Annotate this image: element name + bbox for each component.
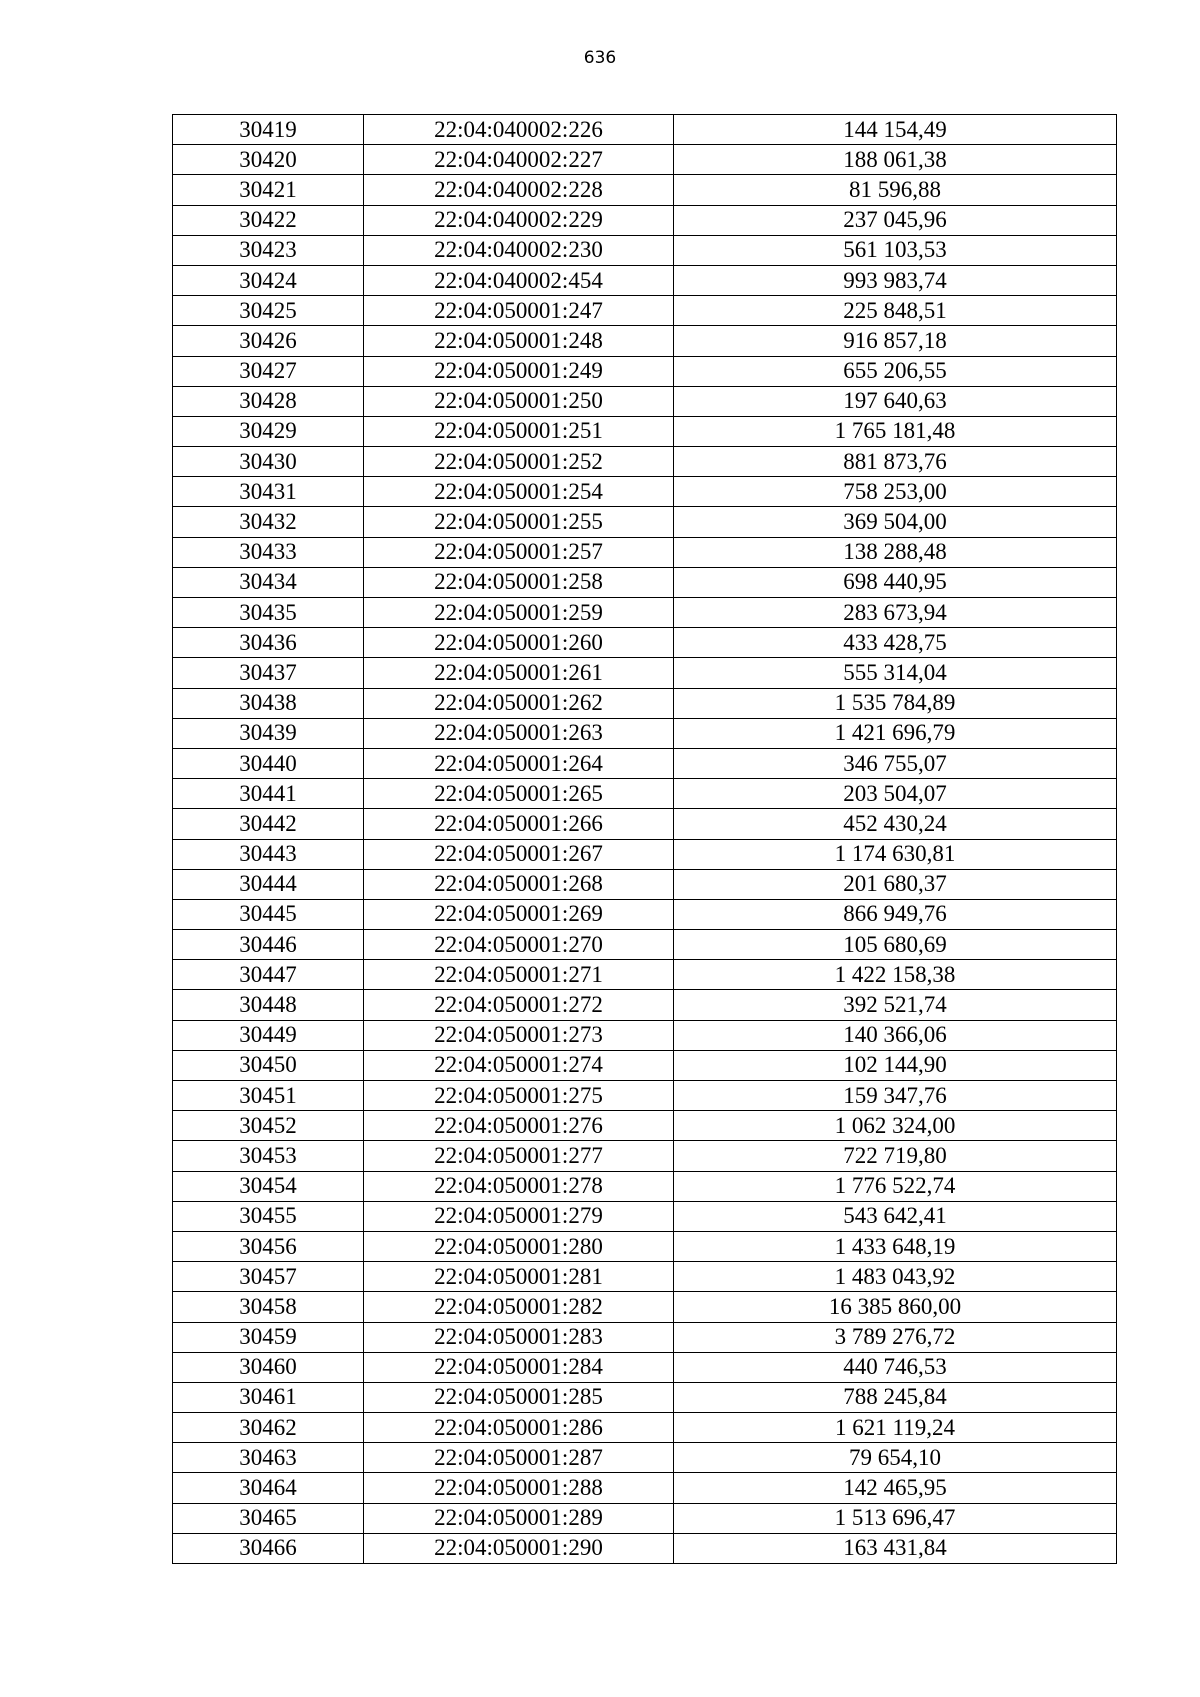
cadastral-number-cell: 22:04:050001:275: [364, 1081, 674, 1111]
table-row: [173, 1141, 1117, 1171]
value-cell: 1 513 696,47: [674, 1503, 1117, 1533]
row-number-cell: 30445: [173, 899, 364, 929]
table-row: [173, 1413, 1117, 1443]
row-number-cell: 30433: [173, 537, 364, 567]
row-number-cell: 30421: [173, 175, 364, 205]
cadastral-number-cell: 22:04:050001:265: [364, 779, 674, 809]
value-cell: 433 428,75: [674, 628, 1117, 658]
cadastral-number-cell: 22:04:050001:290: [364, 1533, 674, 1563]
value-cell: 1 174 630,81: [674, 839, 1117, 869]
value-cell: 283 673,94: [674, 598, 1117, 628]
table-row: [173, 477, 1117, 507]
table-row: [173, 507, 1117, 537]
value-cell: 655 206,55: [674, 356, 1117, 386]
table-row: [173, 779, 1117, 809]
cadastral-number-cell: 22:04:050001:274: [364, 1050, 674, 1080]
table-row: [173, 175, 1117, 205]
value-cell: 758 253,00: [674, 477, 1117, 507]
value-cell: 452 430,24: [674, 809, 1117, 839]
table-row: [173, 205, 1117, 235]
value-cell: 722 719,80: [674, 1141, 1117, 1171]
table-row: [173, 748, 1117, 778]
value-cell: 140 366,06: [674, 1020, 1117, 1050]
row-number-cell: 30457: [173, 1262, 364, 1292]
value-cell: 369 504,00: [674, 507, 1117, 537]
table-row: [173, 839, 1117, 869]
row-number-cell: 30452: [173, 1111, 364, 1141]
table-row: [173, 326, 1117, 356]
table-row: [173, 658, 1117, 688]
value-cell: 440 746,53: [674, 1352, 1117, 1382]
table-row: [173, 1503, 1117, 1533]
table-row: [173, 386, 1117, 416]
value-cell: 1 421 696,79: [674, 718, 1117, 748]
table-row: [173, 1322, 1117, 1352]
table-row: [173, 447, 1117, 477]
value-cell: 159 347,76: [674, 1081, 1117, 1111]
cadastral-number-cell: 22:04:040002:454: [364, 265, 674, 295]
value-cell: 788 245,84: [674, 1382, 1117, 1412]
row-number-cell: 30448: [173, 990, 364, 1020]
row-number-cell: 30430: [173, 447, 364, 477]
value-cell: 1 765 181,48: [674, 416, 1117, 446]
row-number-cell: 30456: [173, 1231, 364, 1261]
table-row: [173, 1020, 1117, 1050]
cadastral-number-cell: 22:04:050001:281: [364, 1262, 674, 1292]
cadastral-number-cell: 22:04:050001:262: [364, 688, 674, 718]
cadastral-number-cell: 22:04:050001:269: [364, 899, 674, 929]
table-row: [173, 235, 1117, 265]
cadastral-number-cell: 22:04:050001:286: [364, 1413, 674, 1443]
table-row: [173, 960, 1117, 990]
value-cell: 163 431,84: [674, 1533, 1117, 1563]
row-number-cell: 30441: [173, 779, 364, 809]
cadastral-number-cell: 22:04:040002:226: [364, 115, 674, 145]
value-cell: 188 061,38: [674, 145, 1117, 175]
cadastral-number-cell: 22:04:050001:289: [364, 1503, 674, 1533]
value-cell: 102 144,90: [674, 1050, 1117, 1080]
row-number-cell: 30419: [173, 115, 364, 145]
value-cell: 105 680,69: [674, 930, 1117, 960]
cadastral-number-cell: 22:04:050001:247: [364, 296, 674, 326]
table-row: [173, 1533, 1117, 1563]
value-cell: 1 422 158,38: [674, 960, 1117, 990]
value-cell: 543 642,41: [674, 1201, 1117, 1231]
table-row: [173, 1111, 1117, 1141]
value-cell: 81 596,88: [674, 175, 1117, 205]
row-number-cell: 30440: [173, 748, 364, 778]
value-cell: 1 621 119,24: [674, 1413, 1117, 1443]
table-row: [173, 265, 1117, 295]
cadastral-number-cell: 22:04:050001:255: [364, 507, 674, 537]
page-number: 636: [583, 48, 617, 68]
row-number-cell: 30442: [173, 809, 364, 839]
cadastral-number-cell: 22:04:050001:287: [364, 1443, 674, 1473]
table-row: [173, 537, 1117, 567]
row-number-cell: 30450: [173, 1050, 364, 1080]
cadastral-number-cell: 22:04:050001:258: [364, 567, 674, 597]
cadastral-number-cell: 22:04:050001:260: [364, 628, 674, 658]
row-number-cell: 30435: [173, 598, 364, 628]
row-number-cell: 30466: [173, 1533, 364, 1563]
value-cell: 1 776 522,74: [674, 1171, 1117, 1201]
cadastral-number-cell: 22:04:050001:279: [364, 1201, 674, 1231]
cadastral-number-cell: 22:04:050001:248: [364, 326, 674, 356]
row-number-cell: 30425: [173, 296, 364, 326]
table-row: [173, 718, 1117, 748]
row-number-cell: 30426: [173, 326, 364, 356]
value-cell: 1 062 324,00: [674, 1111, 1117, 1141]
row-number-cell: 30427: [173, 356, 364, 386]
value-cell: 201 680,37: [674, 869, 1117, 899]
cadastral-number-cell: 22:04:050001:267: [364, 839, 674, 869]
row-number-cell: 30420: [173, 145, 364, 175]
row-number-cell: 30461: [173, 1382, 364, 1412]
row-number-cell: 30431: [173, 477, 364, 507]
table-row: [173, 1473, 1117, 1503]
cadastral-number-cell: 22:04:050001:264: [364, 748, 674, 778]
cadastral-number-cell: 22:04:050001:257: [364, 537, 674, 567]
value-cell: 203 504,07: [674, 779, 1117, 809]
value-cell: 225 848,51: [674, 296, 1117, 326]
cadastral-number-cell: 22:04:050001:273: [364, 1020, 674, 1050]
table-row: [173, 1262, 1117, 1292]
cadastral-number-cell: 22:04:050001:276: [364, 1111, 674, 1141]
cadastral-number-cell: 22:04:050001:249: [364, 356, 674, 386]
row-number-cell: 30449: [173, 1020, 364, 1050]
cadastral-number-cell: 22:04:050001:272: [364, 990, 674, 1020]
value-cell: 142 465,95: [674, 1473, 1117, 1503]
value-cell: 138 288,48: [674, 537, 1117, 567]
table-row: [173, 1382, 1117, 1412]
cadastral-number-cell: 22:04:050001:251: [364, 416, 674, 446]
cadastral-number-cell: 22:04:040002:229: [364, 205, 674, 235]
table-row: [173, 1231, 1117, 1261]
table-row: [173, 990, 1117, 1020]
cadastral-number-cell: 22:04:050001:278: [364, 1171, 674, 1201]
row-number-cell: 30463: [173, 1443, 364, 1473]
data-table: [172, 114, 1117, 1564]
table-row: [173, 567, 1117, 597]
value-cell: 993 983,74: [674, 265, 1117, 295]
table-row: [173, 1443, 1117, 1473]
value-cell: 392 521,74: [674, 990, 1117, 1020]
cadastral-number-cell: 22:04:050001:268: [364, 869, 674, 899]
row-number-cell: 30438: [173, 688, 364, 718]
value-cell: 79 654,10: [674, 1443, 1117, 1473]
cadastral-number-cell: 22:04:050001:280: [364, 1231, 674, 1261]
row-number-cell: 30447: [173, 960, 364, 990]
value-cell: 916 857,18: [674, 326, 1117, 356]
value-cell: 698 440,95: [674, 567, 1117, 597]
cadastral-number-cell: 22:04:050001:252: [364, 447, 674, 477]
table-row: [173, 115, 1117, 145]
value-cell: 1 433 648,19: [674, 1231, 1117, 1261]
value-cell: 3 789 276,72: [674, 1322, 1117, 1352]
row-number-cell: 30428: [173, 386, 364, 416]
cadastral-number-cell: 22:04:050001:271: [364, 960, 674, 990]
cadastral-number-cell: 22:04:040002:230: [364, 235, 674, 265]
value-cell: 197 640,63: [674, 386, 1117, 416]
row-number-cell: 30458: [173, 1292, 364, 1322]
table-row: [173, 145, 1117, 175]
table-row: [173, 598, 1117, 628]
row-number-cell: 30459: [173, 1322, 364, 1352]
cadastral-number-cell: 22:04:050001:284: [364, 1352, 674, 1382]
cadastral-number-cell: 22:04:050001:263: [364, 718, 674, 748]
row-number-cell: 30423: [173, 235, 364, 265]
table-row: [173, 296, 1117, 326]
table-row: [173, 899, 1117, 929]
table-row: [173, 628, 1117, 658]
cadastral-number-cell: 22:04:050001:266: [364, 809, 674, 839]
row-number-cell: 30453: [173, 1141, 364, 1171]
cadastral-number-cell: 22:04:050001:283: [364, 1322, 674, 1352]
value-cell: 555 314,04: [674, 658, 1117, 688]
value-cell: 237 045,96: [674, 205, 1117, 235]
cadastral-number-cell: 22:04:050001:261: [364, 658, 674, 688]
value-cell: 346 755,07: [674, 748, 1117, 778]
row-number-cell: 30444: [173, 869, 364, 899]
value-cell: 144 154,49: [674, 115, 1117, 145]
row-number-cell: 30424: [173, 265, 364, 295]
table-body: [173, 115, 1117, 1564]
value-cell: 561 103,53: [674, 235, 1117, 265]
cadastral-number-cell: 22:04:050001:285: [364, 1382, 674, 1412]
row-number-cell: 30460: [173, 1352, 364, 1382]
table-row: [173, 1201, 1117, 1231]
value-cell: 1 483 043,92: [674, 1262, 1117, 1292]
table-row: [173, 1050, 1117, 1080]
value-cell: 1 535 784,89: [674, 688, 1117, 718]
table-row: [173, 416, 1117, 446]
cadastral-number-cell: 22:04:040002:228: [364, 175, 674, 205]
row-number-cell: 30437: [173, 658, 364, 688]
row-number-cell: 30422: [173, 205, 364, 235]
row-number-cell: 30434: [173, 567, 364, 597]
cadastral-number-cell: 22:04:050001:277: [364, 1141, 674, 1171]
row-number-cell: 30446: [173, 930, 364, 960]
table-row: [173, 809, 1117, 839]
row-number-cell: 30432: [173, 507, 364, 537]
row-number-cell: 30429: [173, 416, 364, 446]
value-cell: 16 385 860,00: [674, 1292, 1117, 1322]
table-row: [173, 688, 1117, 718]
row-number-cell: 30436: [173, 628, 364, 658]
cadastral-number-cell: 22:04:050001:254: [364, 477, 674, 507]
table-row: [173, 1081, 1117, 1111]
table-row: [173, 1352, 1117, 1382]
row-number-cell: 30465: [173, 1503, 364, 1533]
row-number-cell: 30439: [173, 718, 364, 748]
value-cell: 866 949,76: [674, 899, 1117, 929]
row-number-cell: 30443: [173, 839, 364, 869]
row-number-cell: 30451: [173, 1081, 364, 1111]
table-row: [173, 1171, 1117, 1201]
row-number-cell: 30464: [173, 1473, 364, 1503]
cadastral-number-cell: 22:04:050001:282: [364, 1292, 674, 1322]
row-number-cell: 30455: [173, 1201, 364, 1231]
row-number-cell: 30462: [173, 1413, 364, 1443]
value-cell: 881 873,76: [674, 447, 1117, 477]
table-row: [173, 1292, 1117, 1322]
table-row: [173, 930, 1117, 960]
table-row: [173, 869, 1117, 899]
cadastral-number-cell: 22:04:050001:259: [364, 598, 674, 628]
cadastral-number-cell: 22:04:050001:270: [364, 930, 674, 960]
cadastral-number-cell: 22:04:050001:250: [364, 386, 674, 416]
cadastral-number-cell: 22:04:050001:288: [364, 1473, 674, 1503]
row-number-cell: 30454: [173, 1171, 364, 1201]
table-row: [173, 356, 1117, 386]
cadastral-number-cell: 22:04:040002:227: [364, 145, 674, 175]
